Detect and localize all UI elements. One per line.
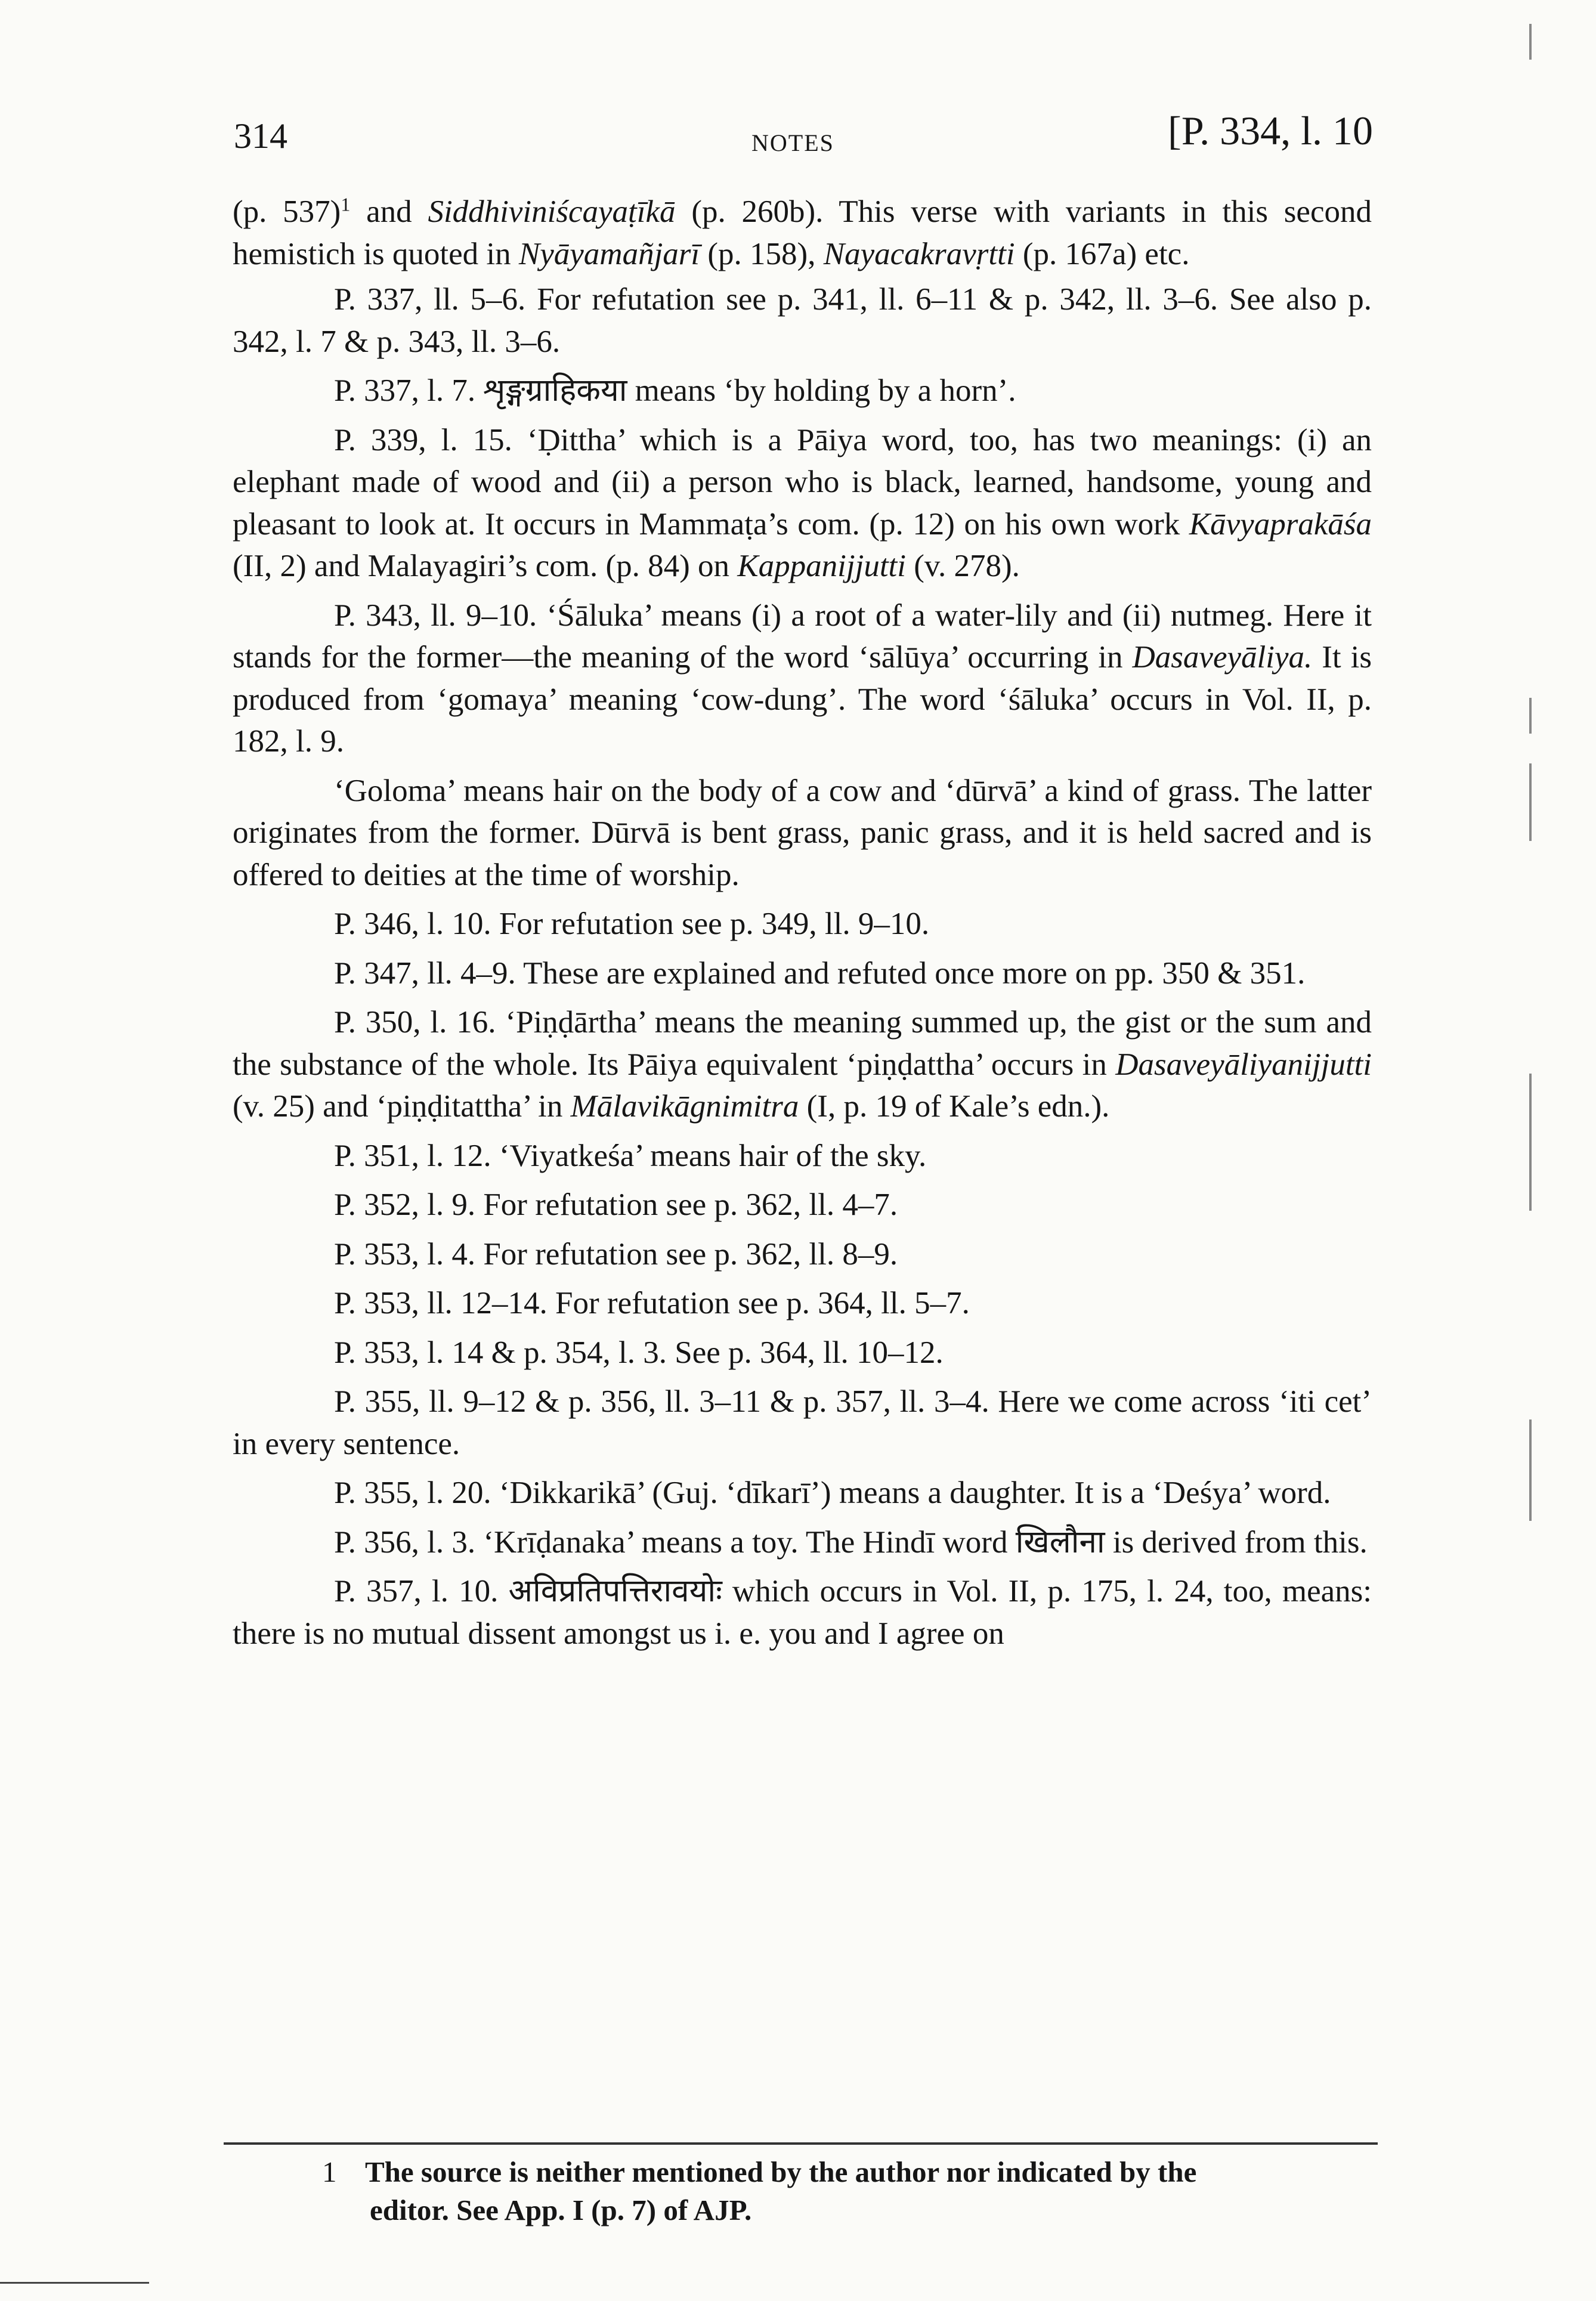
scan-edge-mark <box>1529 698 1532 734</box>
italic-title: Dasaveyāliya. <box>1132 640 1313 675</box>
footnote-reference: 1 <box>341 193 351 215</box>
scan-edge-mark <box>1529 1419 1532 1521</box>
page-header <box>234 107 1373 161</box>
page-number: 314 <box>234 116 287 156</box>
italic-title: Nyāyamañjarī <box>518 236 700 271</box>
text-run: P. 337, ll. 5–6. For refutation see p. 341, ll. 6–11 & p. 342, ll. 3–6. See also p. 342, l. 7 & p. 343, ll. 3–6. <box>233 282 1372 359</box>
text-run: (p. 167a) etc. <box>1014 236 1190 271</box>
text-run: P. 346, l. 10. For refutation see p. 349, ll. 9–10. <box>334 907 930 941</box>
note-paragraph <box>233 191 1372 275</box>
note-paragraph <box>233 370 1372 412</box>
scan-edge-mark <box>1529 1074 1532 1211</box>
text-run: P. 337, l. 7. शृङ्गग्राहिकया means ‘by holding by a horn’. <box>334 373 1016 408</box>
text-run: P. 347, ll. 4–9. These are explained and refuted once more on pp. 350 & 351. <box>334 955 1306 991</box>
note-paragraph <box>233 770 1372 896</box>
footnote <box>322 2153 1372 2229</box>
text-run: (v. 278). <box>906 549 1020 583</box>
scan-edge-mark <box>1529 763 1532 841</box>
note-paragraph <box>233 1184 1372 1226</box>
note-paragraph <box>233 1570 1372 1654</box>
text-run: (I, p. 19 of Kale’s edn.). <box>799 1089 1110 1124</box>
note-paragraph <box>233 279 1372 363</box>
text-run: (v. 25) and ‘piṇḍitattha’ in <box>233 1089 571 1124</box>
text-run: It is produced from ‘gomaya’ meaning ‘cow-dung’. The word ‘śāluka’ occurs in Vol. II, p. 182, l. 9. <box>233 640 1372 759</box>
text-run: ‘Goloma’ means hair on the body of a cow and ‘dūrvā’ a kind of grass. The latter originates from the former. Dūrvā is bent grass, panic grass, and it is held sacred and is offered to deities at the time of worship. <box>233 773 1372 892</box>
italic-title: Mālavikāgnimitra <box>570 1089 799 1124</box>
note-paragraph <box>233 595 1372 763</box>
note-paragraph <box>233 1233 1372 1276</box>
notes-body <box>233 191 1372 1662</box>
note-paragraph <box>233 1381 1372 1465</box>
note-paragraph <box>233 952 1372 995</box>
text-run: P. 351, l. 12. ‘Viyatkeśa’ means hair of the sky. <box>334 1138 927 1173</box>
note-paragraph <box>233 1001 1372 1128</box>
italic-title: Kappanijjutti <box>737 549 906 583</box>
text-run: P. 357, l. 10. अविप्रतिपत्तिरावयोः which occurs in Vol. II, p. 175, l. 24, too, means: there is no mutual dissent amongst us i. e. you and I agree on <box>233 1574 1372 1651</box>
text-run: (p. 260b). This verse with variants in this second hemistich is quoted in <box>233 194 1372 271</box>
header-reference: [P. 334, l. 10 <box>1168 108 1373 153</box>
italic-title: Nayacakravṛtti <box>823 236 1015 271</box>
text-run: P. 353, l. 14 & p. 354, l. 3. See p. 364, ll. 10–12. <box>334 1335 944 1370</box>
note-paragraph <box>233 1332 1372 1374</box>
text-run: (II, 2) and Malayagiri’s com. (p. 84) on <box>233 549 738 583</box>
italic-title: Kāvyaprakāśa <box>1189 506 1372 542</box>
text-run: and <box>350 194 428 229</box>
text-run: P. 343, ll. 9–10. ‘Śāluka’ means (i) a root of a water-lily and (ii) nutmeg. Here it stands for the former—the meaning of the word ‘sālūya’ occurring in <box>233 598 1372 675</box>
text-run: P. 355, ll. 9–12 & p. 356, ll. 3–11 & p. 357, ll. 3–4. Here we come across ‘iti cet’ in every sentence. <box>233 1384 1372 1461</box>
text-run: P. 353, ll. 12–14. For refutation see p. 364, ll. 5–7. <box>334 1286 970 1320</box>
note-paragraph <box>233 903 1372 945</box>
text-run: P. 352, l. 9. For refutation see p. 362, ll. 4–7. <box>334 1187 898 1222</box>
text-run: (p. 158), <box>700 236 824 271</box>
text-run: P. 339, l. 15. ‘Ḍittha’ which is a Pāiya word, too, has two meanings: (i) an elephant made of wood and (ii) a person who is black, learned, handsome, young and pleasant to look at. It occurs in Mammaṭa’s com. (p. 12) on his own work <box>233 422 1372 542</box>
text-run: P. 353, l. 4. For refutation see p. 362, ll. 8–9. <box>334 1236 898 1272</box>
note-paragraph <box>233 1135 1372 1177</box>
italic-title: Siddhiviniścayaṭīkā <box>428 194 676 229</box>
text-run: P. 350, l. 16. ‘Piṇḍārtha’ means the meaning summed up, the gist or the sum and the substance of the whole. Its Pāiya equivalent ‘piṇḍattha’ occurs in <box>233 1005 1372 1082</box>
text-run: (p. 537) <box>233 194 341 229</box>
footnote-line-2: editor. See App. I (p. 7) of AJP. <box>370 2194 752 2226</box>
scan-edge-line <box>0 2282 149 2284</box>
footnote-line-1: The source is neither mentioned by the author nor indicated by the <box>365 2155 1197 2188</box>
footnote-rule <box>224 2142 1378 2145</box>
scan-edge-mark <box>1529 24 1532 60</box>
note-paragraph <box>233 1472 1372 1514</box>
italic-title: Dasaveyāliyanijjutti <box>1115 1047 1372 1082</box>
note-paragraph <box>233 1282 1372 1325</box>
text-run: P. 355, l. 20. ‘Dikkarikā’ (Guj. ‘dīkarī’) means a daughter. It is a ‘Deśya’ word. <box>334 1476 1331 1510</box>
running-head: NOTES <box>751 129 834 156</box>
note-paragraph <box>233 1521 1372 1564</box>
text-run: P. 356, l. 3. ‘Krīḍanaka’ means a toy. The Hindī word खिलौना is derived from this. <box>334 1524 1368 1560</box>
note-paragraph <box>233 419 1372 587</box>
footnote-marker: 1 <box>322 2155 337 2188</box>
